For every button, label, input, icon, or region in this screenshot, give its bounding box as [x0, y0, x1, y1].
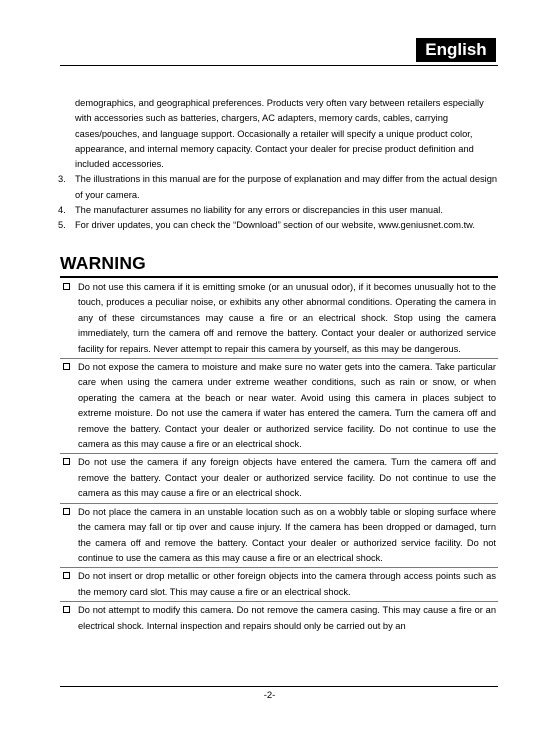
header-divider: [60, 65, 498, 66]
item-number: 4.: [58, 205, 66, 216]
square-bullet-icon: [60, 505, 78, 567]
language-badge: English: [416, 38, 496, 62]
warning-text: Do not use the camera if any foreign objects have entered the camera. Turn the camera off and remove the battery. Contact your dealer or authorized service facility. Do not continue to use the camera as this may cause a fire or an electrical shock.: [78, 457, 496, 499]
warning-text: Do not use this camera if it is emitting smoke (or an unusual odor), if it becomes unusually hot to the touch, produces a peculiar noise, or exhibits any other abnormal conditions. Operating the camera in any of these circumstances may cause a fire or an electrical shock. Stop using the camera immediately, turn the camera off and remove the battery. Contact your dealer or authorized service facility for repairs. Never attempt to repair this camera by yourself, as this may be dangerous.: [78, 282, 496, 354]
numbered-item: [58, 203, 498, 218]
warning-item: [60, 279, 498, 359]
square-bullet-icon: [60, 455, 78, 501]
footer-divider: [60, 686, 498, 687]
numbered-item: [58, 218, 498, 233]
warning-item: [60, 504, 498, 569]
numbered-item: [58, 172, 498, 203]
warning-list: [60, 279, 498, 635]
warning-item: [60, 454, 498, 503]
warning-divider: [60, 276, 498, 278]
warning-text: Do not place the camera in an unstable location such as on a wobbly table or sloping surface where the camera may fall or tip over and cause injury. If the camera has been dropped or damaged, turn the camera off and remove the battery. Contact your dealer or authorized service facility. Do not continue to use the camera as this may cause a fire or an electrical shock.: [78, 506, 496, 563]
intro-section: [58, 96, 498, 234]
square-bullet-icon: [60, 360, 78, 452]
item-text: For driver updates, you can check the “Download” section of our website, www.geniusnet.com.tw.: [75, 220, 475, 231]
intro-continuation: demographics, and geographical preferences. Products very often vary between retailers especially with accessories such as batteries, chargers, AC adapters, memory cards, cables, carrying cases/pouches, and language support. Occasionally a retailer will specify a unique product color, appearance, and internal memory capacity. Contact your dealer for precise product definition and included accessories.: [75, 98, 484, 170]
item-number: 3.: [58, 174, 66, 185]
warning-heading: WARNING: [60, 253, 146, 273]
warning-item: [60, 568, 498, 602]
item-text: The manufacturer assumes no liability for any errors or discrepancies in this user manual.: [75, 205, 443, 216]
square-bullet-icon: [60, 569, 78, 600]
warning-item: [60, 359, 498, 454]
warning-text: Do not insert or drop metallic or other foreign objects into the camera through access points such as the memory card slot. This may cause a fire or an electrical shock.: [78, 571, 496, 597]
warning-item: [60, 602, 498, 635]
item-text: The illustrations in this manual are for the purpose of explanation and may differ from the actual design of your camera.: [75, 174, 498, 200]
square-bullet-icon: [60, 280, 78, 357]
warning-text: Do not expose the camera to moisture and make sure no water gets into the camera. Take particular care when using the camera under extreme weather conditions, such as rain or snow, or when operating the camera at the beach or near water. Avoid using this camera in places subject to extreme moisture. Do not use the camera if water has entered the camera. Turn the camera off and remove the battery. Contact your dealer or authorized service facility. Do not continue to use the camera as this may cause a fire or an electrical shock.: [78, 362, 496, 450]
page-number: -2-: [263, 690, 276, 701]
item-number: 5.: [58, 220, 66, 231]
square-bullet-icon: [60, 603, 78, 634]
warning-text: Do not attempt to modify this camera. Do not remove the camera casing. This may cause a fire or an electrical shock. Internal inspection and repairs should only be carried out by an: [78, 605, 496, 631]
